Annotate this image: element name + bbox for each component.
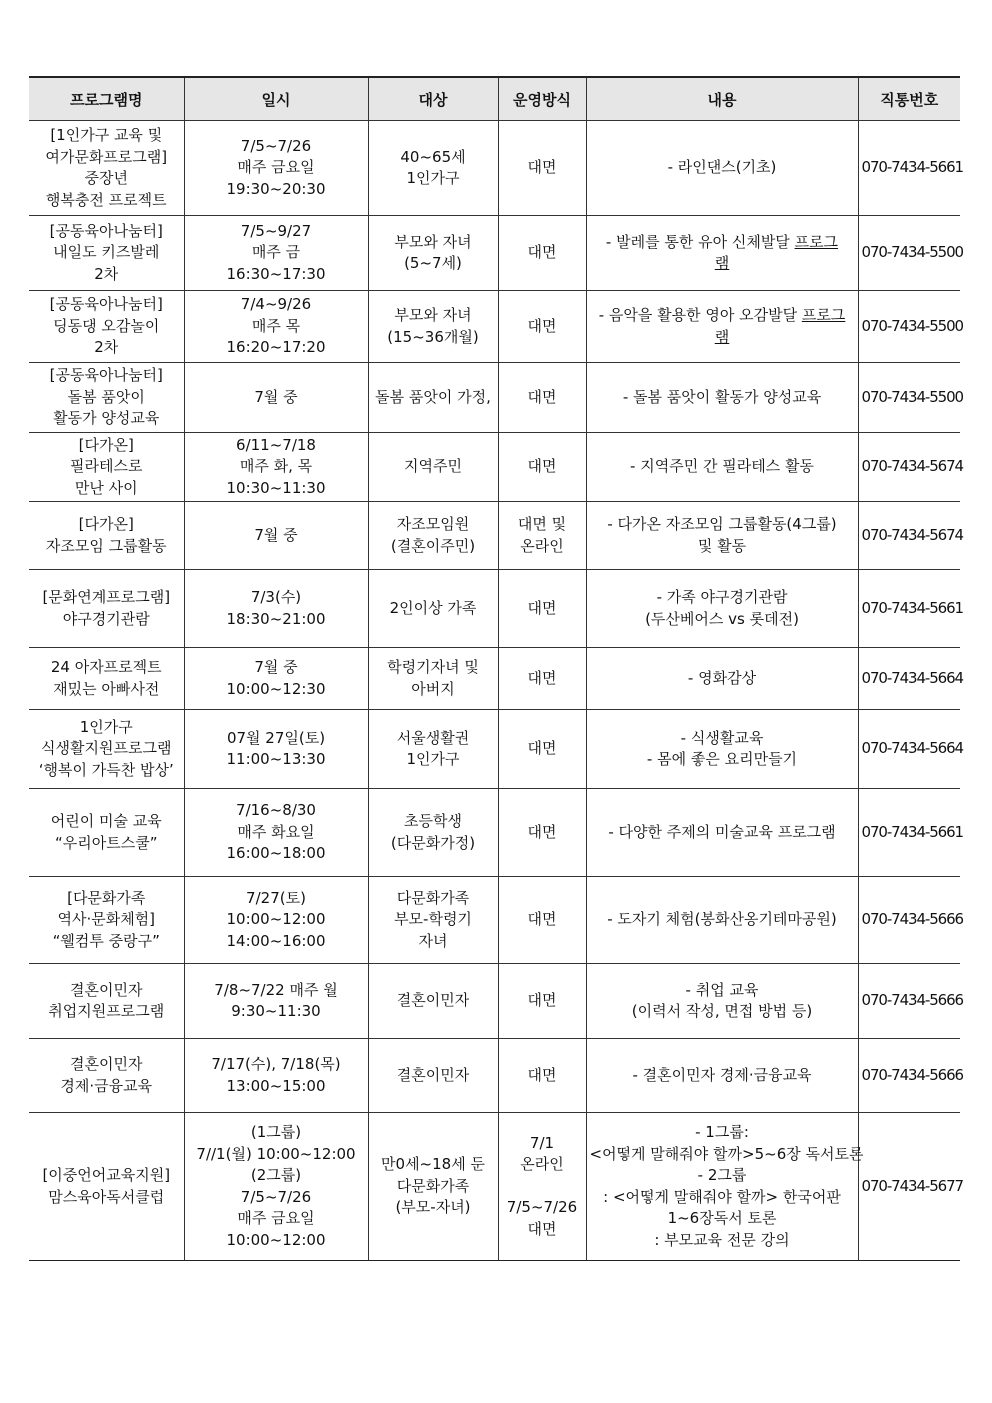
datetime-line: 7/4~9/26 xyxy=(240,295,312,314)
program-line: 활동가 양성교육 xyxy=(53,409,160,427)
content-line: - 돌봄 품앗이 활동가 양성교육 xyxy=(622,387,822,406)
content-line: 및 활동 xyxy=(697,536,747,555)
content-line: <어떻게 말해줘야 할까>5~6장 독서토론 xyxy=(589,1144,864,1163)
datetime-line: 매주 화, 목 xyxy=(239,457,313,475)
cell-datetime xyxy=(184,216,368,291)
target-line: 부모와 자녀 xyxy=(394,306,472,324)
datetime-line: 매주 화요일 xyxy=(237,822,315,841)
method-line: 7/1 xyxy=(529,1133,555,1152)
table-row xyxy=(29,1113,960,1261)
cell-phone: 070-7434-5664 xyxy=(858,710,960,789)
cell-method xyxy=(498,363,586,433)
cell-phone: 070-7434-5674 xyxy=(858,432,960,502)
target-line: 만0세~18세 둔 xyxy=(381,1155,485,1174)
program-line: 자조모임 그룹활동 xyxy=(45,536,167,555)
datetime-line: 07월 27일(토) xyxy=(226,728,326,747)
cell-phone: 070-7434-5500 xyxy=(858,216,960,291)
target-line: (다문화가정) xyxy=(390,833,476,852)
cell-content xyxy=(586,710,858,789)
program-line: 여가문화프로그램] xyxy=(45,147,168,166)
cell-program xyxy=(29,216,184,291)
datetime-line: 14:00~16:00 xyxy=(226,931,326,950)
target-line: 1인가구 xyxy=(406,750,460,768)
program-line: “우리아트스쿨” xyxy=(55,833,158,852)
cell-datetime xyxy=(184,502,368,570)
program-line: 만난 사이 xyxy=(74,478,138,497)
cell-content xyxy=(586,432,858,502)
content-line: - 1그룹: xyxy=(695,1123,749,1141)
program-line: 내일도 키즈발레 xyxy=(53,243,160,262)
cell-method xyxy=(498,789,586,877)
datetime-line: 10:00~12:00 xyxy=(226,1230,326,1249)
cell-method xyxy=(498,502,586,570)
cell-target xyxy=(368,710,498,789)
method-line: 대면 xyxy=(527,910,557,929)
cell-content xyxy=(586,363,858,433)
content-line: 1~6장독서 토론 xyxy=(667,1209,777,1227)
header-content: 내용 xyxy=(586,77,858,121)
datetime-line: 11:00~13:30 xyxy=(226,750,326,768)
datetime-line: 매주 금 xyxy=(251,243,301,262)
cell-datetime xyxy=(184,710,368,789)
cell-method xyxy=(498,570,586,648)
datetime-line: 매주 목 xyxy=(251,316,301,335)
cell-method xyxy=(498,964,586,1039)
datetime-line: 19:30~20:30 xyxy=(226,179,326,198)
program-line: “웰컴투 중랑구” xyxy=(52,931,160,950)
datetime-line: 7월 중 xyxy=(254,658,298,676)
datetime-line: 7/5~9/27 xyxy=(240,221,312,240)
cell-method xyxy=(498,291,586,363)
program-line: [1인가구 교육 및 xyxy=(50,126,163,144)
program-line: 돌봄 품앗이 xyxy=(67,387,145,406)
cell-datetime xyxy=(184,363,368,433)
cell-method xyxy=(498,877,586,964)
target-line: 초등학생 xyxy=(404,812,462,830)
target-line: (15~36개월) xyxy=(387,327,479,346)
cell-datetime xyxy=(184,121,368,216)
content-line: (두산베어스 vs 롯데전) xyxy=(645,609,799,628)
cell-target xyxy=(368,1113,498,1261)
cell-datetime xyxy=(184,648,368,710)
method-line: 대면 xyxy=(527,158,557,177)
target-line: 자녀 xyxy=(418,931,448,950)
content-line: - 몸에 좋은 요리만들기 xyxy=(646,750,798,768)
content-line: - 결혼이민자 경제·금융교육 xyxy=(632,1065,812,1084)
cell-target xyxy=(368,432,498,502)
cell-target xyxy=(368,502,498,570)
cell-target xyxy=(368,964,498,1039)
datetime-line: 매주 금요일 xyxy=(237,1209,315,1227)
program-line: 24 아자프로젝트 xyxy=(50,658,162,676)
cell-datetime xyxy=(184,432,368,502)
cell-program xyxy=(29,121,184,216)
content-line: (이력서 작성, 면접 방법 등) xyxy=(631,1002,813,1020)
program-line: [이중언어교육지원] xyxy=(42,1166,171,1184)
table-row xyxy=(29,570,960,648)
cell-target xyxy=(368,570,498,648)
target-line: 돌봄 품앗이 가정, xyxy=(375,387,491,406)
target-line: 다문화가족 xyxy=(396,1176,470,1195)
cell-content xyxy=(586,502,858,570)
cell-datetime xyxy=(184,877,368,964)
table-row xyxy=(29,1039,960,1113)
cell-phone: 070-7434-5661 xyxy=(858,570,960,648)
program-line: 어린이 미술 교육 xyxy=(50,812,162,830)
target-line: (결혼이주민) xyxy=(390,536,476,555)
content-line: - 가족 야구경기관람 xyxy=(656,588,788,606)
method-line: 대면 xyxy=(527,739,557,758)
cell-program xyxy=(29,648,184,710)
content-line: : 부모교육 전문 강의 xyxy=(654,1230,790,1249)
method-line: 대면 xyxy=(527,457,557,475)
content-line: - 발레를 통한 유아 신체발달 프로그 xyxy=(605,232,839,251)
table-row xyxy=(29,291,960,363)
program-line: 식생활지원프로그램 xyxy=(41,739,172,758)
cell-datetime xyxy=(184,1039,368,1113)
cell-content xyxy=(586,964,858,1039)
datetime-line: 7/17(수), 7/18(목) xyxy=(211,1055,341,1073)
table-row xyxy=(29,710,960,789)
program-line: ‘행복이 가득찬 밥상’ xyxy=(38,760,174,779)
cell-datetime xyxy=(184,964,368,1039)
datetime-line: 16:20~17:20 xyxy=(226,338,326,357)
cell-program xyxy=(29,432,184,502)
method-line: 온라인 xyxy=(520,1155,564,1174)
program-line: 결혼이민자 xyxy=(70,1055,143,1073)
table-row xyxy=(29,789,960,877)
target-line: 다문화가족 xyxy=(396,888,470,907)
cell-method xyxy=(498,648,586,710)
cell-content xyxy=(586,648,858,710)
content-line: : <어떻게 말해줘야 할까> 한국어판 xyxy=(603,1187,841,1206)
method-line: 대면 xyxy=(527,991,557,1010)
method-line: 대면 xyxy=(527,822,557,841)
cell-content xyxy=(586,291,858,363)
program-line: 맘스육아독서클럽 xyxy=(48,1187,165,1206)
datetime-line: 매주 금요일 xyxy=(237,158,315,177)
cell-phone: 070-7434-5661 xyxy=(858,789,960,877)
cell-phone: 070-7434-5666 xyxy=(858,877,960,964)
datetime-line: 7월 중 xyxy=(254,387,298,406)
program-line: [공동육아나눔터] xyxy=(49,295,163,314)
target-line: 아버지 xyxy=(411,679,455,698)
datetime-line: 7/16~8/30 xyxy=(236,801,316,820)
cell-target xyxy=(368,877,498,964)
cell-content xyxy=(586,1113,864,1261)
table-row xyxy=(29,964,960,1039)
datetime-line: 7/3(수) xyxy=(250,588,302,606)
datetime-line: 13:00~15:00 xyxy=(226,1076,326,1095)
content-line: - 식생활교육 xyxy=(680,728,764,747)
table-row xyxy=(29,877,960,964)
program-line: 2차 xyxy=(94,338,119,357)
target-line: 학령기자녀 및 xyxy=(387,658,479,676)
content-line: - 도자기 체험(봉화산옹기테마공원) xyxy=(607,910,837,929)
target-line: 결혼이민자 xyxy=(396,991,470,1010)
program-line: 결혼이민자 xyxy=(70,980,143,999)
target-line: 자조모임원 xyxy=(396,515,470,533)
cell-method xyxy=(498,1039,586,1113)
method-line: 대면 xyxy=(527,1219,557,1238)
table-row xyxy=(29,216,960,291)
content-line: - 2그룹 xyxy=(697,1166,747,1184)
program-line: 야구경기관람 xyxy=(62,609,150,628)
method-line: 대면 xyxy=(527,243,557,262)
cell-program xyxy=(29,789,184,877)
method-line: 대면 xyxy=(527,316,557,335)
datetime-line: (2그룹) xyxy=(250,1166,302,1184)
target-line: 40~65세 xyxy=(400,147,466,166)
cell-target xyxy=(368,1039,498,1113)
cell-target xyxy=(368,789,498,877)
header-method: 운영방식 xyxy=(498,77,586,121)
cell-content xyxy=(586,121,858,216)
target-line: 2인이상 가족 xyxy=(389,598,477,617)
cell-phone: 070-7434-5664 xyxy=(858,648,960,710)
program-line: [다문화가족 xyxy=(67,888,146,907)
cell-datetime xyxy=(184,291,368,363)
program-line: 1인가구 xyxy=(79,717,133,736)
cell-method xyxy=(498,121,586,216)
content-line: - 라인댄스(기초) xyxy=(667,158,777,177)
datetime-line: (1그룹) xyxy=(250,1123,302,1141)
program-line: 경제·금융교육 xyxy=(60,1076,153,1095)
cell-program xyxy=(29,502,184,570)
method-line xyxy=(502,1176,583,1198)
program-line: 딩동댕 오감놀이 xyxy=(53,316,160,335)
content-line: 램 xyxy=(714,327,730,346)
cell-content xyxy=(586,1039,858,1113)
cell-target xyxy=(368,216,498,291)
target-line: 1인가구 xyxy=(406,169,460,187)
content-line: - 취업 교육 xyxy=(685,980,759,999)
content-line: - 다양한 주제의 미술교육 프로그램 xyxy=(608,822,836,841)
table-row xyxy=(29,502,960,570)
cell-datetime xyxy=(184,789,368,877)
cell-program xyxy=(29,570,184,648)
header-phone: 직통번호 xyxy=(858,77,960,121)
cell-content xyxy=(586,570,858,648)
content-line: - 다가온 자조모임 그룹활동(4그룹) xyxy=(607,515,837,533)
cell-target xyxy=(368,121,498,216)
datetime-line: 6/11~7/18 xyxy=(236,435,316,454)
cell-phone: 070-7434-5677 xyxy=(858,1113,960,1261)
header-datetime: 일시 xyxy=(184,77,368,121)
cell-program xyxy=(29,710,184,789)
cell-content xyxy=(586,789,858,877)
program-line: [문화연계프로그램] xyxy=(42,588,171,606)
program-line: 행복충전 프로젝트 xyxy=(45,190,167,209)
method-line: 7/5~7/26 xyxy=(506,1198,578,1217)
datetime-line: 7//1(월) 10:00~12:00 xyxy=(196,1144,356,1163)
table-row xyxy=(29,432,960,502)
cell-program xyxy=(29,363,184,433)
cell-content xyxy=(586,216,858,291)
cell-method xyxy=(498,710,586,789)
program-line: 중장년 xyxy=(84,169,128,187)
method-line: 대면 xyxy=(527,668,557,687)
target-line: (부모-자녀) xyxy=(395,1198,471,1217)
header-target: 대상 xyxy=(368,77,498,121)
cell-phone: 070-7434-5666 xyxy=(858,964,960,1039)
method-line: 대면 xyxy=(527,598,557,617)
program-line: 재밌는 아빠사전 xyxy=(53,679,160,698)
datetime-line: 7/8~7/22 매주 월 xyxy=(214,980,338,999)
header-row xyxy=(29,77,960,121)
cell-method xyxy=(498,432,586,502)
cell-program xyxy=(29,877,184,964)
content-line: - 음악을 활용한 영아 오감발달 프로그 xyxy=(598,306,846,324)
method-line: 온라인 xyxy=(520,536,564,555)
cell-datetime xyxy=(184,570,368,648)
target-line: 서울생활권 xyxy=(396,728,470,747)
target-line: (5~7세) xyxy=(404,254,462,272)
cell-program xyxy=(29,1113,184,1261)
header-program: 프로그램명 xyxy=(29,77,184,121)
datetime-line: 10:00~12:30 xyxy=(226,679,326,698)
datetime-line: 7/5~7/26 xyxy=(240,1187,312,1206)
cell-target xyxy=(368,363,498,433)
method-line: 대면 xyxy=(527,387,557,406)
table-row xyxy=(29,363,960,433)
cell-phone: 070-7434-5666 xyxy=(858,1039,960,1113)
table-row xyxy=(29,648,960,710)
cell-phone: 070-7434-5661 xyxy=(858,121,960,216)
target-line: 결혼이민자 xyxy=(396,1065,470,1084)
datetime-line: 7/5~7/26 xyxy=(240,136,312,155)
method-line: 대면 및 xyxy=(517,515,567,533)
table-row xyxy=(29,121,960,216)
target-line: 부모와 자녀 xyxy=(394,232,472,251)
cell-method xyxy=(498,216,586,291)
cell-program xyxy=(29,964,184,1039)
content-line: - 영화감상 xyxy=(687,668,757,687)
content-line: - 지역주민 간 필라테스 활동 xyxy=(630,457,814,475)
program-line: [공동육아나눔터] xyxy=(49,366,163,384)
program-line: 2차 xyxy=(94,264,119,283)
program-line: 필라테스로 xyxy=(70,457,143,475)
program-line: 역사·문화체험] xyxy=(57,910,156,929)
cell-content xyxy=(586,877,858,964)
cell-program xyxy=(29,291,184,363)
datetime-line: 7/27(토) xyxy=(246,888,306,907)
datetime-line: 16:00~18:00 xyxy=(226,844,326,863)
cell-method xyxy=(498,1113,586,1261)
datetime-line: 10:30~11:30 xyxy=(226,478,326,497)
cell-program xyxy=(29,1039,184,1113)
cell-phone: 070-7434-5500 xyxy=(858,291,960,363)
cell-phone: 070-7434-5500 xyxy=(858,363,960,433)
target-line: 부모-학령기 xyxy=(394,910,472,929)
content-line: 램 xyxy=(714,254,730,272)
cell-target xyxy=(368,291,498,363)
cell-phone: 070-7434-5674 xyxy=(858,502,960,570)
program-line: [공동육아나눔터] xyxy=(49,221,163,240)
datetime-line: 10:00~12:00 xyxy=(226,910,326,929)
cell-datetime xyxy=(184,1113,368,1261)
cell-target xyxy=(368,648,498,710)
program-line: [다가온] xyxy=(78,435,134,454)
program-line: [다가온] xyxy=(78,515,134,533)
datetime-line: 16:30~17:30 xyxy=(226,264,326,283)
target-line: 지역주민 xyxy=(404,457,462,475)
datetime-line: 9:30~11:30 xyxy=(231,1002,321,1020)
method-line: 대면 xyxy=(527,1065,557,1084)
program-line: 취업지원프로그램 xyxy=(48,1002,165,1020)
program-table xyxy=(29,76,964,1261)
datetime-line: 7월 중 xyxy=(254,525,298,544)
datetime-line: 18:30~21:00 xyxy=(226,609,326,628)
